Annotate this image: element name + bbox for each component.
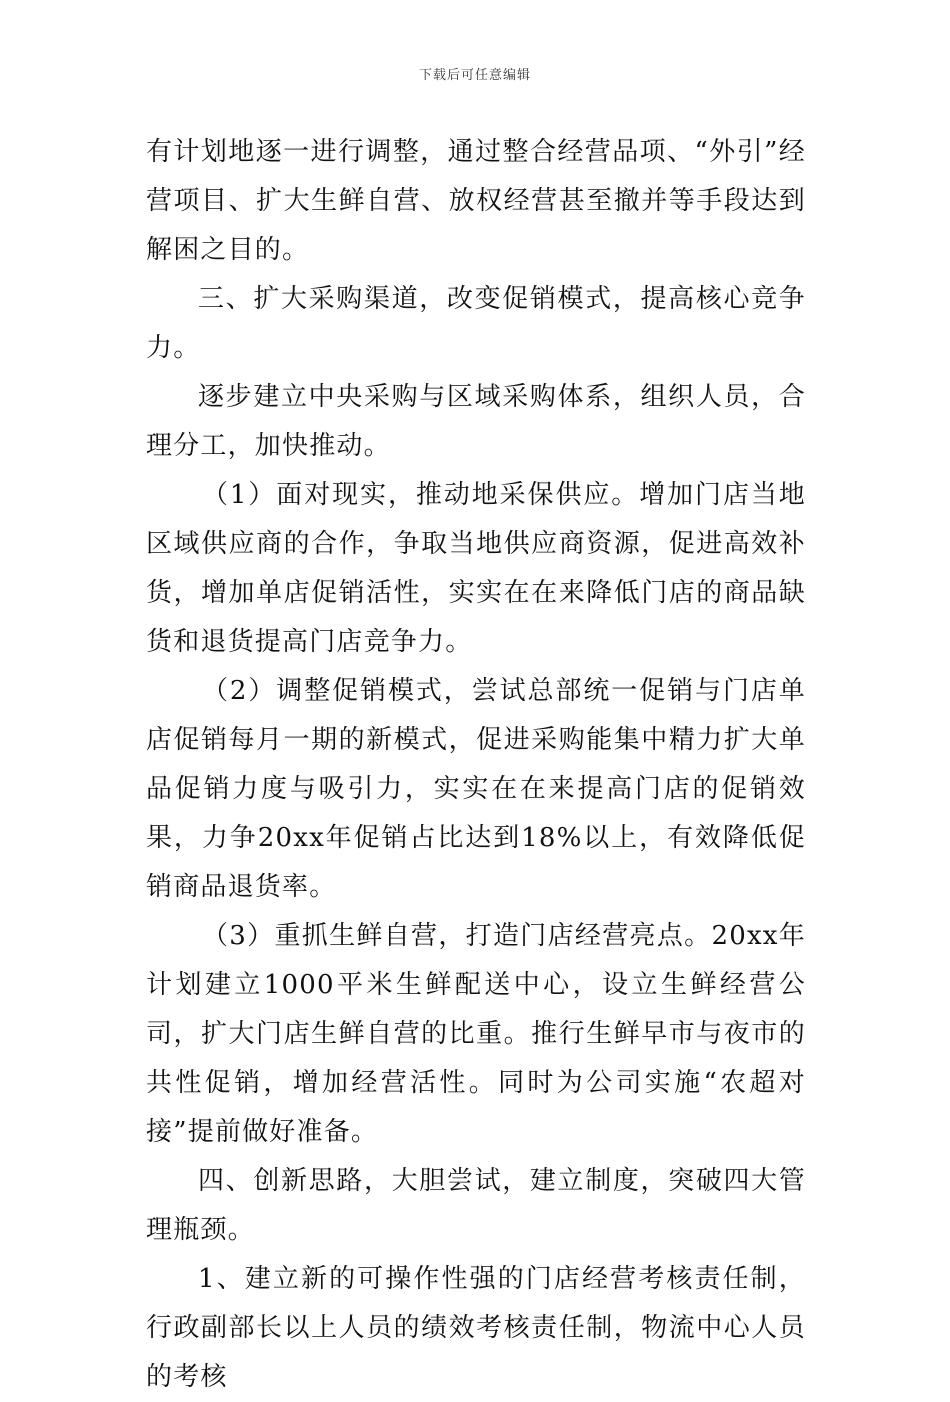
page-header-note: 下载后可任意编辑 [418,68,531,83]
list-item-2: （2）调整促销模式，尝试总部统一促销与门店单店促销每月一期的新模式，促进采购能集中精力扩大单品促销力度与吸引力，实实在在来提高门店的促销效果，力争20xx年促销占比达到18%以上，有效降低促销商品退货率。 [146,676,806,902]
document-body [146,128,806,1402]
list-item-1: （1）面对现实，推动地采保供应。增加门店当地区域供应商的合作，争取当地供应商资源，促进高效补货，增加单店促销活性，实实在在来降低门店的商品缺货和退货提高门店竞争力。 [146,480,806,657]
paragraph-continuation: 有计划地逐一进行调整，通过整合经营品项、“外引”经营项目、扩大生鲜自营、放权经营甚至撤并等手段达到解困之目的。 [146,137,806,265]
section-heading-4: 四、创新思路，大胆尝试，建立制度，突破四大管理瓶颈。 [146,1166,806,1245]
paragraph-procurement-system: 逐步建立中央采购与区域采购体系，组织人员，合理分工，加快推动。 [146,382,806,461]
list-item-3: （3）重抓生鲜自营，打造门店经营亮点。20xx年计划建立1000平米生鲜配送中心，设立生鲜经营公司，扩大门店生鲜自营的比重。推行生鲜早市与夜市的共性促销，增加经营活性。同时为公司实施“农超对接”提前做好准备。 [146,921,806,1147]
section-heading-3: 三、扩大采购渠道，改变促销模式，提高核心竞争力。 [146,284,806,363]
paragraph-item-1-responsibility: 1、建立新的可操作性强的门店经营考核责任制，行政副部长以上人员的绩效考核责任制，物流中心人员的考核 [146,1264,806,1392]
